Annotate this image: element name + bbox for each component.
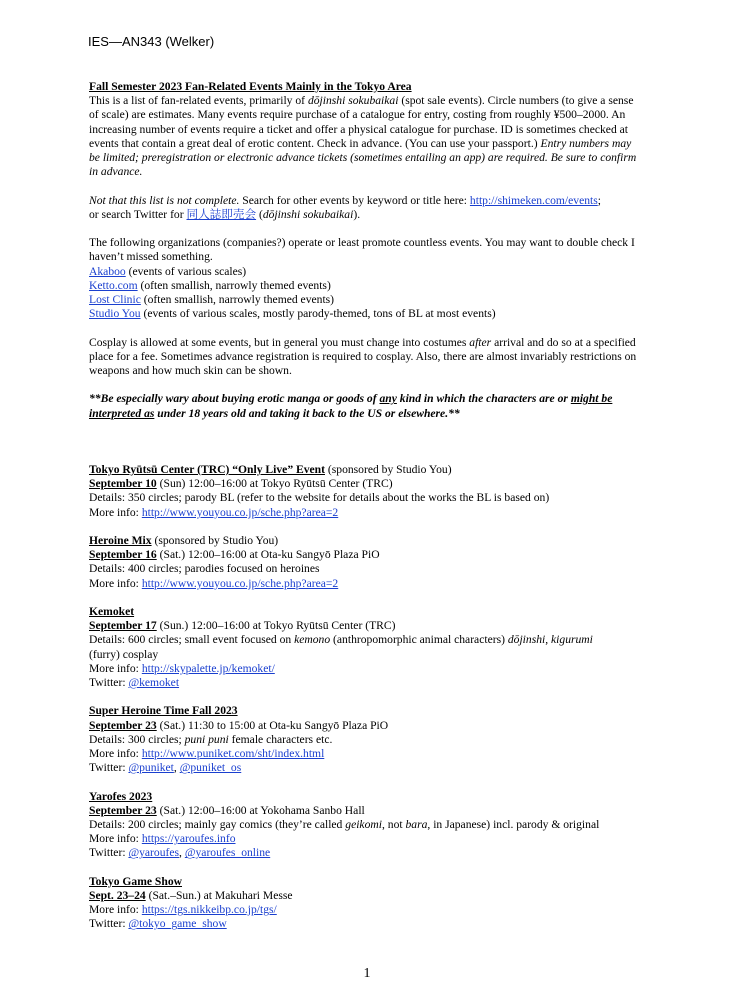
search-text-2: or search Twitter for: [89, 207, 187, 221]
event-details: [89, 633, 645, 661]
event-yarofes: [89, 790, 645, 861]
search-paragraph: [89, 194, 645, 222]
orgs-paragraph: [89, 236, 645, 321]
event-time-place: (Sun.) 12:00–16:00 at Tokyo Ryūtsū Center (TRC): [156, 619, 396, 633]
search-term: dōjinshi sokubaikai: [262, 207, 354, 221]
more-info-link[interactable]: http://skypalette.jp/kemoket/: [141, 661, 275, 675]
event-date: Sept. 23–24: [89, 889, 146, 903]
details-text: female characters etc.: [228, 732, 333, 746]
more-info-link[interactable]: http://www.youyou.co.jp/sche.php?area=2: [141, 505, 339, 519]
document-body: [89, 80, 645, 946]
twitter-label: Twitter:: [89, 846, 129, 860]
org-desc: (events of various scales, mostly parody-themed, tons of BL at most events): [140, 307, 496, 321]
document-title: Fall Semester 2023 Fan-Related Events Mainly in the Tokyo Area: [89, 80, 412, 93]
details-text: Details: 300 circles;: [89, 732, 185, 746]
twitter-link[interactable]: @puniket: [128, 761, 174, 775]
event-time-place: (Sat.) 12:00–16:00 at Yokohama Sanbo Hall: [156, 803, 365, 817]
event-sponsor: (sponsored by Studio You): [325, 463, 452, 476]
event-time-place: (Sat.) 12:00–16:00 at Ota-ku Sangyō Plaza PiO: [156, 548, 380, 562]
org-link-akaboo[interactable]: Akaboo: [89, 264, 126, 278]
event-details: Details: 350 circles; parody BL (refer to the website for details about the works the BL is based on): [89, 491, 550, 505]
details-text: ,: [545, 633, 552, 647]
more-info-link[interactable]: https://yaroufes.info: [141, 832, 236, 846]
event-title: Tokyo Ryūtsū Center (TRC) “Only Live” Event: [89, 463, 325, 476]
details-term: bara: [405, 818, 428, 832]
event-date: September 23: [89, 803, 157, 817]
twitter-search-link[interactable]: 同人誌即売会: [186, 207, 257, 221]
more-info-label: More info:: [89, 505, 142, 519]
event-title: Super Heroine Time Fall 2023: [89, 704, 238, 718]
more-info-label: More info:: [89, 576, 142, 590]
org-link-studio-you[interactable]: Studio You: [89, 307, 141, 321]
section-spacer: [89, 435, 645, 463]
intro-paragraph: [89, 94, 645, 179]
more-info-link[interactable]: http://www.puniket.com/sht/index.html: [141, 747, 325, 761]
org-link-ketto[interactable]: Ketto.com: [89, 278, 138, 292]
event-sponsor: (sponsored by Studio You): [151, 534, 279, 547]
more-info-link[interactable]: https://tgs.nikkeibp.co.jp/tgs/: [141, 903, 277, 917]
details-term: kemono: [294, 633, 331, 647]
twitter-link[interactable]: @yaroufes_online: [184, 846, 271, 860]
page-number: 1: [363, 966, 371, 981]
details-text: (furry) cosplay: [89, 647, 159, 661]
event-date: September 23: [89, 718, 157, 732]
warning-paragraph: [89, 392, 645, 420]
details-text: Details: 600 circles; small event focused on: [89, 633, 295, 647]
cosplay-paragraph: [89, 336, 645, 379]
more-info-label: More info:: [89, 903, 142, 917]
twitter-label: Twitter:: [89, 917, 129, 931]
event-details: [89, 818, 645, 832]
details-term: dōjinshi: [507, 633, 546, 647]
details-text: Details: 200 circles; mainly gay comics (they’re called: [89, 818, 346, 832]
search-semicolon: ;: [597, 193, 601, 207]
intro-term: dōjinshi sokubaikai: [307, 94, 399, 108]
search-paren: (: [256, 207, 263, 221]
details-text: , not: [381, 818, 406, 832]
event-kemoket: [89, 605, 645, 690]
cosplay-text: Cosplay is allowed at some events, but in general you must change into costumes: [89, 335, 470, 349]
warning-text-2: kind in which the characters are or: [396, 392, 571, 406]
twitter-separator: ,: [173, 761, 180, 775]
intro-text: This is a list of fan-related events, primarily of: [89, 94, 308, 108]
details-text: , in Japanese) incl. parody & original: [427, 818, 600, 832]
orgs-intro: The following organizations (companies?) operate or least promote countless events. You may want to double check I haven’t missed something.: [89, 236, 635, 264]
event-time-place: (Sat.) 11:30 to 15:00 at Ota-ku Sangyō Plaza PiO: [156, 718, 389, 732]
warning-text-3: under 18 years old and taking it back to the US or elsewhere.**: [154, 406, 460, 420]
intro-text-2: (spot sale events). Circle numbers (to give a sense of scale) are estimates. Many events require purchase of a catalogue for entry, costing from roughly ¥500–2000. An increasing number of events require a ticket and offer a physical catalogue for purchase. ID is sometimes checked at events that contain a great deal of erotic content. Check in advance. (You can use your passport.): [89, 94, 634, 150]
twitter-separator: ,: [179, 846, 185, 860]
event-details: [89, 733, 645, 747]
event-title: Tokyo Game Show: [89, 874, 182, 888]
event-details: Details: 400 circles; parodies focused on heroines: [89, 562, 320, 576]
more-info-link[interactable]: http://www.youyou.co.jp/sche.php?area=2: [141, 576, 339, 590]
warning-text: **Be especially wary about buying erotic manga or goods of: [89, 392, 380, 406]
event-date: September 17: [89, 619, 157, 633]
event-trc: [89, 463, 645, 520]
event-heroine-mix: [89, 534, 645, 591]
event-title: Yarofes 2023: [89, 789, 153, 803]
event-tokyo-game-show: [89, 875, 645, 932]
org-desc: (often smallish, narrowly themed events): [137, 278, 331, 292]
event-title: Kemoket: [89, 605, 135, 618]
page-header: IES—AN343 (Welker): [88, 34, 215, 49]
warning-might: might be interpreted as: [89, 392, 613, 420]
twitter-label: Twitter:: [89, 676, 129, 690]
more-info-label: More info:: [89, 832, 142, 846]
twitter-link[interactable]: @puniket_os: [179, 761, 242, 775]
event-time-place: (Sun) 12:00–16:00 at Tokyo Ryūtsū Center (TRC): [156, 477, 393, 491]
twitter-link[interactable]: @tokyo_game_show: [128, 917, 227, 931]
intro-note: Entry numbers may be limited; preregistration or electronic advance tickets (sometimes entailing an app) are required. Be sure to confirm in advance.: [89, 136, 637, 179]
event-title: Heroine Mix: [89, 534, 152, 547]
twitter-link[interactable]: @yaroufes: [128, 846, 180, 860]
event-date: September 10: [89, 477, 157, 491]
event-date: September 16: [89, 548, 157, 562]
more-info-label: More info:: [89, 661, 142, 675]
details-term: kigurumi: [551, 633, 593, 647]
details-term: puni puni: [184, 732, 229, 746]
more-info-label: More info:: [89, 747, 142, 761]
event-time-place: (Sat.–Sun.) at Makuhari Messe: [145, 889, 293, 903]
warning-any: any: [379, 392, 397, 406]
cosplay-emphasis: after: [469, 335, 492, 349]
twitter-label: Twitter:: [89, 761, 129, 775]
event-super-heroine-time: [89, 704, 645, 775]
cosplay-text-2: arrival and do so at a specified place for a fee. Sometimes advance registration is required to cosplay. Also, there are almost invariably restrictions on weapons and how much skin can be shown.: [89, 335, 637, 378]
search-end: ).: [353, 207, 361, 221]
details-text: (anthropomorphic animal characters): [330, 633, 508, 647]
org-desc: (events of various scales): [125, 264, 247, 278]
search-note: Not that this list is not complete.: [89, 193, 240, 207]
shimeken-link[interactable]: http://shimeken.com/events: [469, 193, 598, 207]
details-term: geikomi: [345, 818, 382, 832]
twitter-link[interactable]: @kemoket: [128, 676, 180, 690]
search-text: Search for other events by keyword or title here:: [239, 193, 470, 207]
org-link-lost-clinic[interactable]: Lost Clinic: [89, 293, 141, 307]
org-desc: (often smallish, narrowly themed events): [140, 293, 335, 307]
